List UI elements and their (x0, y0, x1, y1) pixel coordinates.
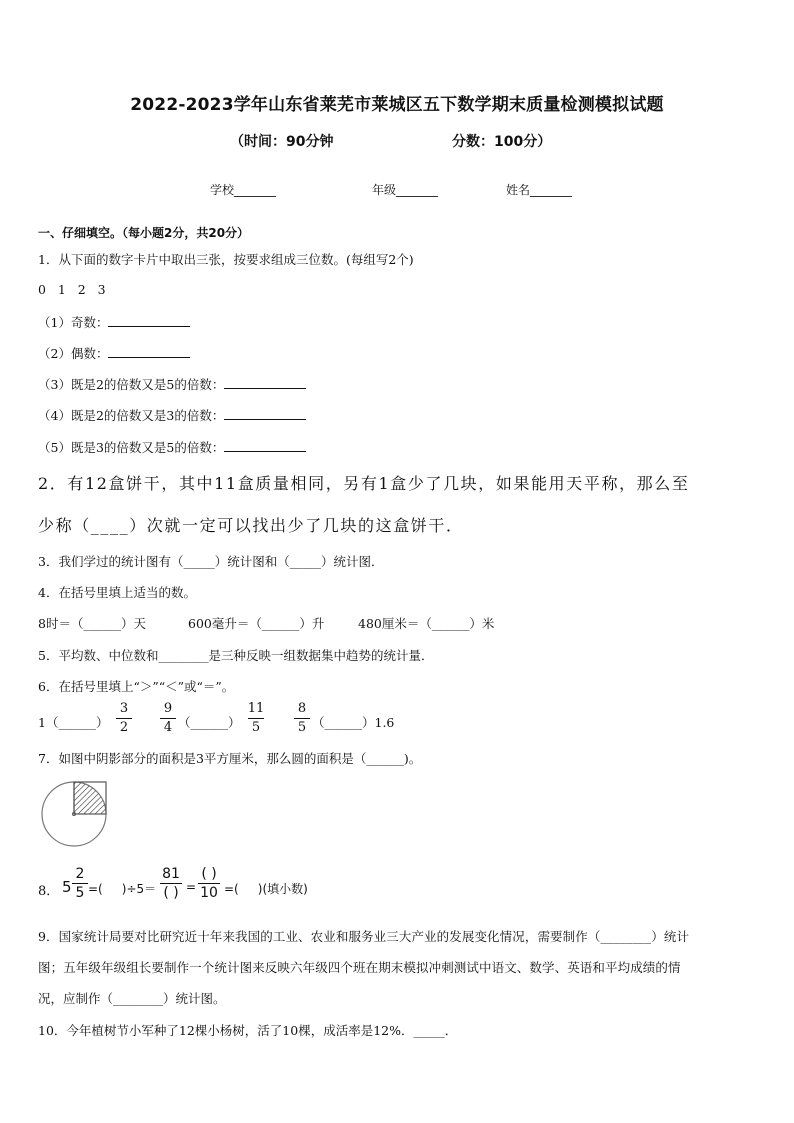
denominator: 5 (75, 885, 85, 901)
numerator: 9 (163, 701, 173, 716)
denominator: 10 (200, 885, 218, 901)
q1-part4-label: （4）既是2的倍数又是3的倍数： (38, 408, 225, 423)
q1-part2-label: （2）偶数： (38, 346, 109, 361)
name-field[interactable]: 姓名_______ (506, 183, 573, 197)
q4-ml-to-l: 600毫升＝（______）升 (188, 616, 325, 631)
q1-part2 (38, 344, 190, 362)
q2-line2: 少称（____）次就一定可以找出少了几块的这盒饼干． (38, 516, 464, 535)
q1-part4 (38, 406, 306, 424)
q1-part4-blank[interactable] (224, 407, 306, 420)
school-field[interactable]: 学校_______ (210, 183, 277, 197)
q6-fraction-11-5 (246, 701, 266, 736)
q8-decimal-blank[interactable]: =( )(填小数) (224, 882, 308, 896)
q1-part1 (38, 313, 190, 331)
denominator-blank[interactable]: ( ) (163, 885, 179, 901)
q6-compare1-left: 1（______） (38, 715, 109, 730)
q3-text: 3．我们学过的统计图有（_____）统计图和（_____）统计图． (38, 554, 384, 569)
q5-text: 5．平均数、中位数和________是三种反映一组数据集中趋势的统计量． (38, 648, 434, 663)
numerator: 3 (119, 701, 129, 716)
q4-cm-to-m: 480厘米＝（______）米 (358, 616, 495, 631)
q9-line1: 9．国家统计局要对比研究近十年来我国的工业、农业和服务业三大产业的发展变化情况，需要制作（________）统计 (38, 929, 690, 944)
numerator: 8 (297, 701, 307, 716)
q6-compare2-blank[interactable]: （______） (178, 715, 241, 730)
q9-line3: 况，应制作（________）统计图。 (38, 991, 226, 1006)
q10-text: 10．今年植树节小军种了12棵小杨树，活了10棵，成活率是12%．_____． (38, 1023, 458, 1038)
numerator: 81 (162, 866, 180, 882)
q7-circle-figure (40, 778, 114, 854)
q1-part3-blank[interactable] (224, 376, 306, 389)
denominator: 2 (119, 720, 129, 735)
grade-field[interactable]: 年级_______ (372, 183, 439, 197)
exam-score: 分数：100分） (452, 134, 552, 150)
q8-equals: = (186, 880, 197, 894)
numerator-blank[interactable]: ( ) (201, 866, 217, 882)
circle-with-shaded-square-diagram (40, 778, 114, 850)
q1-part2-blank[interactable] (108, 345, 190, 358)
section-heading: 一、仔细填空。（每小题2分，共20分） (38, 226, 250, 240)
q4-hours-to-days: 8时＝（______）天 (38, 616, 146, 631)
q1-digit-cards: 0 1 2 3 (38, 282, 106, 297)
q7-text: 7．如图中阴影部分的面积是3平方厘米，那么圆的面积是（______)。 (38, 751, 422, 766)
q1-part5-label: （5）既是3的倍数又是5的倍数： (38, 440, 225, 455)
q1-part5-blank[interactable] (224, 439, 306, 452)
q2-line1: 2．有12盒饼干，其中11盒质量相同，另有1盒少了几块，如果能用天平称，那么至 (38, 474, 690, 493)
q6-fraction-3-2 (114, 701, 134, 736)
q8-mixed-fraction (70, 866, 90, 901)
q8-number: 8． (38, 884, 60, 899)
q1-part3-label: （3）既是2的倍数又是5的倍数： (38, 377, 225, 392)
q6-stem: 6．在括号里填上“＞”“＜”或“＝”。 (38, 679, 235, 694)
q6-compare3-blank[interactable]: （______）1.6 (312, 715, 395, 730)
numerator: 2 (75, 866, 85, 882)
numerator: 11 (247, 701, 265, 716)
q6-fraction-8-5 (292, 701, 312, 736)
q8-mixed-whole: 5 (62, 878, 72, 896)
q6-fraction-9-4 (158, 701, 178, 736)
q1-part1-label: （1）奇数： (38, 315, 109, 330)
exam-time: （时间：90分钟 (230, 134, 334, 150)
q8-fraction-81 (158, 866, 184, 901)
q1-part3 (38, 375, 306, 393)
q8-fraction-over-10 (196, 866, 222, 901)
q1-part1-blank[interactable] (108, 314, 190, 327)
q9-line2: 图；五年级年级组长要制作一个统计图来反映六年级四个班在期末模拟冲刺测试中语文、数学、英语和平均成绩的情 (38, 960, 681, 975)
page-title: 2022-2023学年山东省莱芜市莱城区五下数学期末质量检测模拟试题 (130, 95, 664, 115)
q8-division-blank[interactable]: =( )÷5＝ (88, 882, 157, 896)
denominator: 5 (297, 720, 307, 735)
q4-stem: 4．在括号里填上适当的数。 (38, 585, 196, 600)
denominator: 4 (163, 720, 173, 735)
q1-stem: 1．从下面的数字卡片中取出三张，按要求组成三位数。(每组写2个) (38, 252, 414, 267)
denominator: 5 (251, 720, 261, 735)
q1-part5 (38, 438, 306, 456)
